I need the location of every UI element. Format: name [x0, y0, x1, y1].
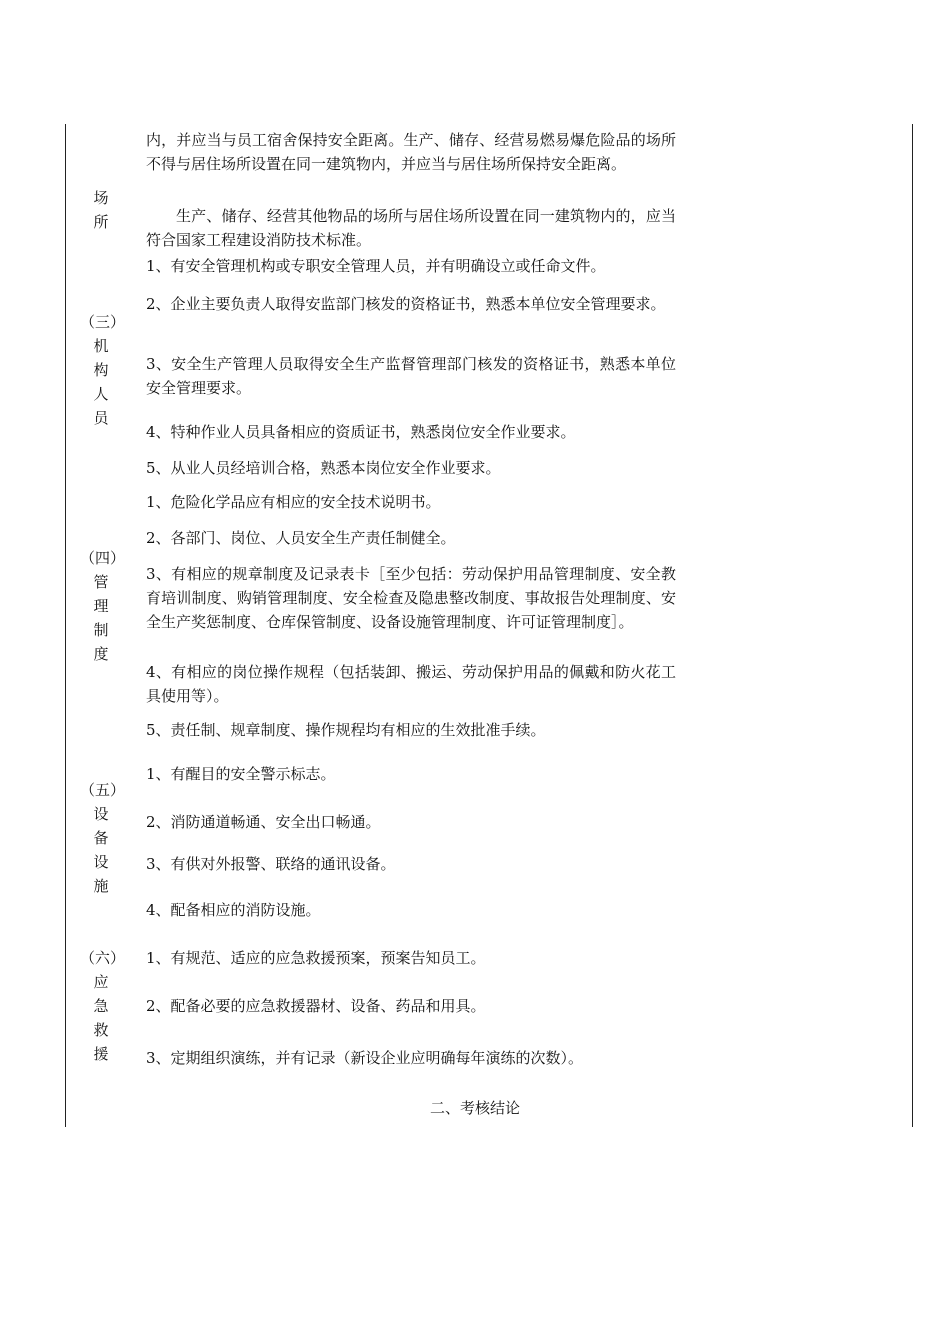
rules-item-4: 4、有相应的岗位操作规程（包括装卸、搬运、劳动保护用品的佩戴和防火花工具使用等）。 — [146, 663, 676, 705]
equipment-item-4: 4、配备相应的消防设施。 — [146, 901, 321, 919]
rules-item-1: 1、危险化学品应有相应的安全技术说明书。 — [146, 493, 441, 511]
rules-item-2: 2、各部门、岗位、人员安全生产责任制健全。 — [146, 529, 456, 547]
equipment-item-2: 2、消防通道畅通、安全出口畅通。 — [146, 813, 381, 831]
section-label-org: （三） 机 构 人 员 — [80, 313, 126, 427]
section-label-emergency: （六） 应 急 救 援 — [80, 949, 126, 1063]
org-item-2: 2、企业主要负责人取得安监部门核发的资格证书，熟悉本单位安全管理要求。 — [146, 295, 666, 313]
equipment-item-3: 3、有供对外报警、联络的通讯设备。 — [146, 855, 396, 873]
org-item-1: 1、有安全管理机构或专职安全管理人员，并有明确设立或任命文件。 — [146, 257, 606, 275]
places-paragraph-2: 生产、储存、经营其他物品的场所与居住场所设置在同一建筑物内的，应当符合国家工程建设消防技术标准。 — [146, 207, 676, 249]
section-label-rules: （四） 管 理 制 度 — [80, 549, 126, 663]
rules-item-5: 5、责任制、规章制度、操作规程均有相应的生效批准手续。 — [146, 721, 546, 739]
places-paragraph-1: 内，并应当与员工宿舍保持安全距离。生产、储存、经营易燃易爆危险品的场所不得与居住场所设置在同一建筑物内，并应当与居住场所保持安全距离。 — [146, 131, 676, 173]
org-item-5: 5、从业人员经培训合格，熟悉本岗位安全作业要求。 — [146, 459, 501, 477]
org-item-3: 3、安全生产管理人员取得安全生产监督管理部门核发的资格证书，熟悉本单位安全管理要求。 — [146, 355, 676, 397]
conclusion-heading: 二、考核结论 — [429, 1099, 520, 1117]
table-left-border — [65, 124, 66, 1127]
emergency-item-3: 3、定期组织演练，并有记录（新设企业应明确每年演练的次数）。 — [146, 1049, 584, 1067]
emergency-item-1: 1、有规范、适应的应急救援预案，预案告知员工。 — [146, 949, 486, 967]
section-label-equipment: （五） 设 备 设 施 — [80, 781, 126, 895]
org-item-4: 4、特种作业人员具备相应的资质证书，熟悉岗位安全作业要求。 — [146, 423, 576, 441]
rules-item-3: 3、有相应的规章制度及记录表卡［至少包括：劳动保护用品管理制度、安全教育培训制度、购销管理制度、安全检查及隐患整改制度、事故报告处理制度、安全生产奖惩制度、仓库保管制度、设备设施管理制度、许可证管理制度］。 — [146, 565, 676, 631]
equipment-item-1: 1、有醒目的安全警示标志。 — [146, 765, 336, 783]
emergency-item-2: 2、配备必要的应急救援器材、设备、药品和用具。 — [146, 997, 486, 1015]
table-right-border — [912, 124, 913, 1127]
section-label-places: 场 所 — [93, 189, 109, 231]
